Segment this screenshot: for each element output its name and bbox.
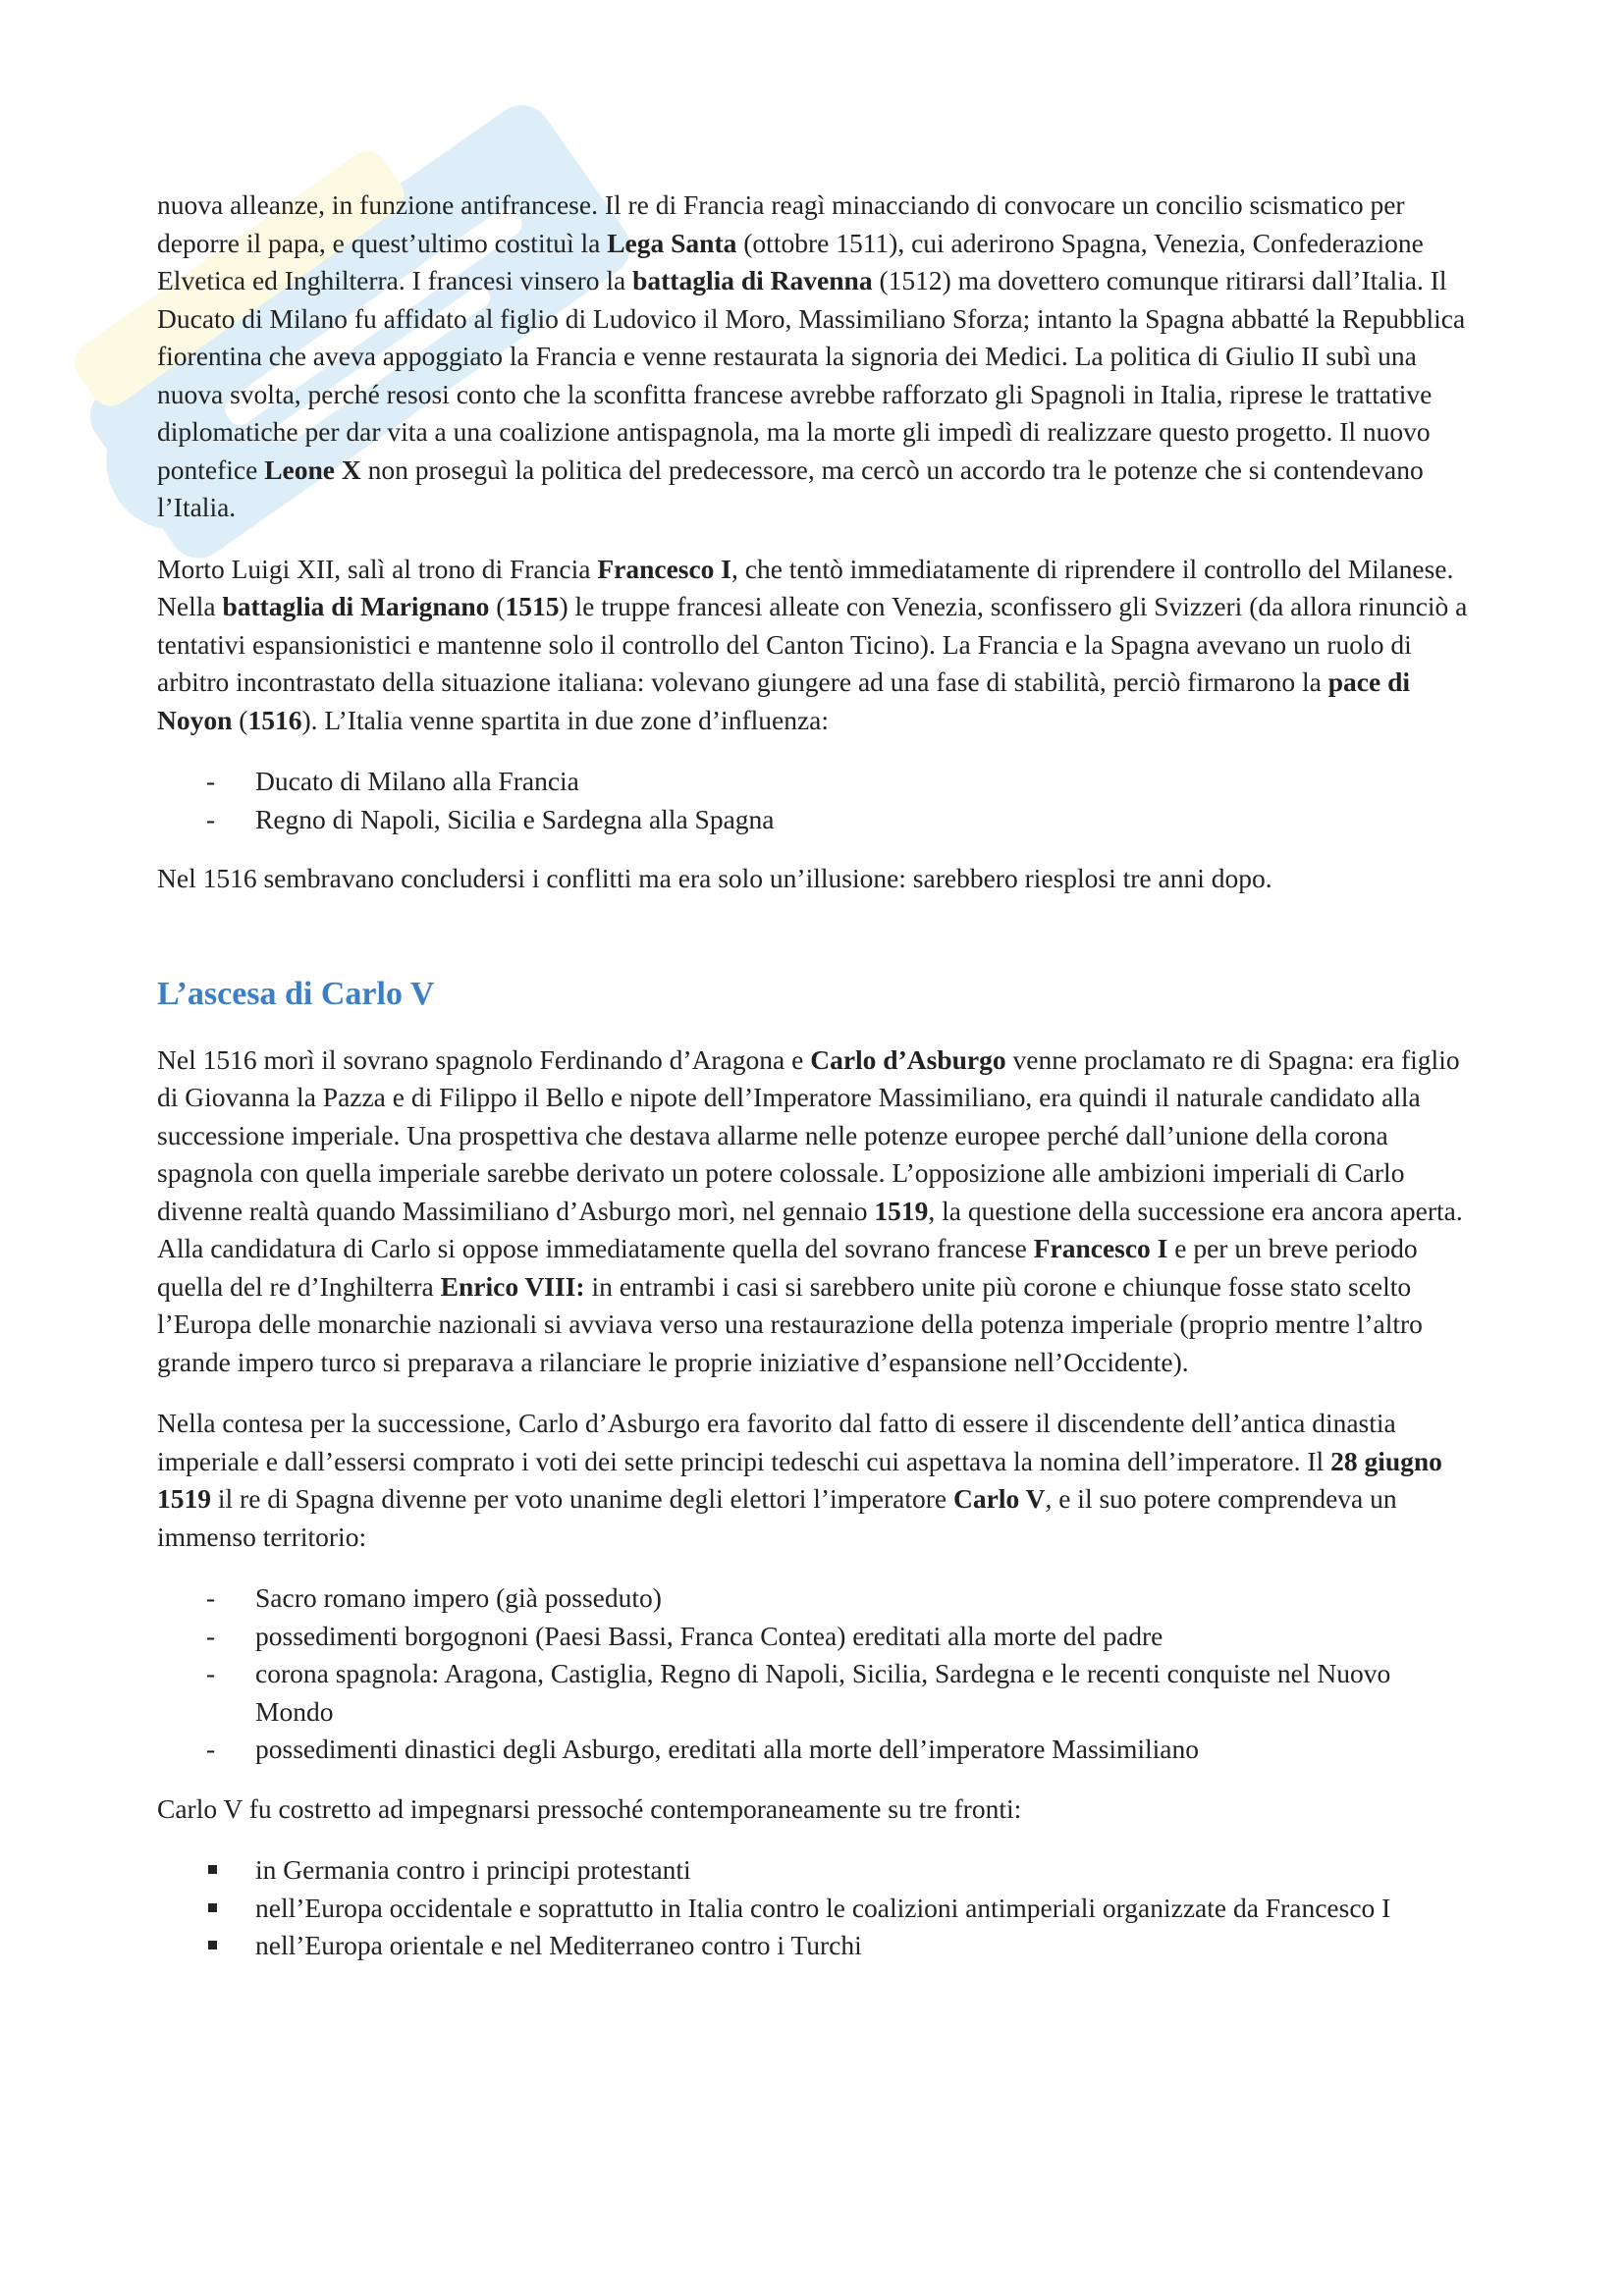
list-item: - possedimenti dinastici degli Asburgo, ereditati alla morte dell’imperatore Massimiliano [206,1734,1200,1764]
list-item: - Ducato di Milano alla Francia [206,766,579,796]
paragraph-three-fronts: Carlo V fu costretto ad impegnarsi pressoché contemporaneamente su tre fronti: [157,1792,1022,1824]
list-item: nell’Europa occidentale e soprattutto in Italia contro le coalizioni antimperiali organizzate da Francesco I [157,1890,1473,1928]
paragraph-lega-santa: nuova alleanze, in funzione antifrancese. Il re di Francia reagì minacciando di convocare un concilio scismatico per deporre il papa, e quest’ultimo costituì la Lega Santa (ottobre 1511), cui aderirono Spagna, Venezia, Confederazione Elvetica ed Inghilterra. I francesi vinsero la battaglia di Ravenna (1512) ma dovettero comunque ritirarsi dall’Italia. Il Ducato di Milano fu affidato al figlio di Ludovico il Moro, Massimiliano Sforza; intanto la Spagna abbatté la Repubblica fiorentina che aveva appoggiato la Francia e venne restaurata la signoria dei Medici. La politica di Giulio II subì una nuova svolta, perché resosi conto che la sconfitta francese avrebbe rafforzato gli Spagnoli in Italia, riprese le trattative diplomatiche per dar vita a una coalizione antispagnola, ma la morte gli impedì di realizzare questo progetto. Il nuovo pontefice Leone X non proseguì la politica del predecessore, ma cercò un accordo tra le potenze che si contendevano l’Italia. [157,189,1466,522]
document-body [157,187,1473,1987]
square-bullet-icon [208,1903,217,1912]
paragraph-francesco-i: Morto Luigi XII, salì al trono di Francia Francesco I, che tentò immediatamente di riprendere il controllo del Milanese. Nella battaglia di Marignano (1515) le truppe francesi alleate con Venezia, sconfissero gli Svizzeri (da allora rinunciò a tentativi espansionistici e mantenne solo il controllo del Canton Ticino). La Francia e la Spagna avevano un ruolo di arbitro incontrastato della situazione italiana: volevano giungere ad una fase di stabilità, perciò firmarono la pace di Noyon (1516). L’Italia venne spartita in due zone d’influenza: [157,553,1468,735]
list-item: - Regno di Napoli, Sicilia e Sardegna alla Spagna [206,803,775,834]
paragraph-carlo-asburgo: Nel 1516 morì il sovrano spagnolo Ferdinando d’Aragona e Carlo d’Asburgo venne proclamato re di Spagna: era figlio di Giovanna la Pazza e di Filippo il Bello e nipote dell’Imperatore Massimiliano, era quindi il naturale candidato alla successione imperiale. Una prospettiva che destava allarme nelle potenze europee perché dall’unione della corona spagnola con quella imperiale sarebbe derivato un potere colossale. L’opposizione alle ambizioni imperiali di Carlo divenne realtà quando Massimiliano d’Asburgo morì, nel gennaio 1519, la questione della successione era ancora aperta. Alla candidatura di Carlo si oppose immediatamente quella del sovrano francese Francesco I e per un breve periodo quella del re d’Inghilterra Enrico VIII: in entrambi i casi si sarebbero unite più corone e chiunque fosse stato scelto l’Europa delle monarchie nazionali si avviava verso una restaurazione della potenza imperiale (proprio mentre l’altro grande impero turco si preparava a rilanciare le proprie iniziative d’espansione nell’Occidente). [157,1043,1463,1377]
square-bullet-icon [208,1865,217,1874]
list-item: nell’Europa orientale e nel Mediterraneo contro i Turchi [157,1927,1473,1965]
paragraph-succession: Nella contesa per la successione, Carlo d’Asburgo era favorito dal fatto di essere il discendente dell’antica dinastia imperiale e dall’essersi comprato i voti dei sette principi tedeschi cui aspettava la nomina dell’imperatore. Il 28 giugno 1519 il re di Spagna divenne per voto unanime degli elettori l’imperatore Carlo V, e il suo potere comprendeva un immenso territorio: [157,1408,1442,1552]
list-item: - Sacro romano impero (già posseduto) [206,1582,662,1613]
list-item: - possedimenti borgognoni (Paesi Bassi, Franca Contea) ereditati alla morte del padre [206,1620,1163,1651]
list-fronts [157,1851,1473,1965]
paragraph-1516: Nel 1516 sembravano concludersi i conflitti ma era solo un’illusione: sarebbero riesplosi tre anni dopo. [157,863,1272,893]
list-territories [157,1579,1473,1769]
section-heading: L’ascesa di Carlo V [157,975,435,1012]
list-item: - corona spagnola: Aragona, Castiglia, Regno di Napoli, Sicilia, Sardegna e le recenti conquiste nel Nuovo Mondo [206,1658,1391,1727]
list-influence-zones [157,763,1473,838]
list-item: in Germania contro i principi protestanti [157,1851,1473,1890]
square-bullet-icon [208,1941,217,1949]
